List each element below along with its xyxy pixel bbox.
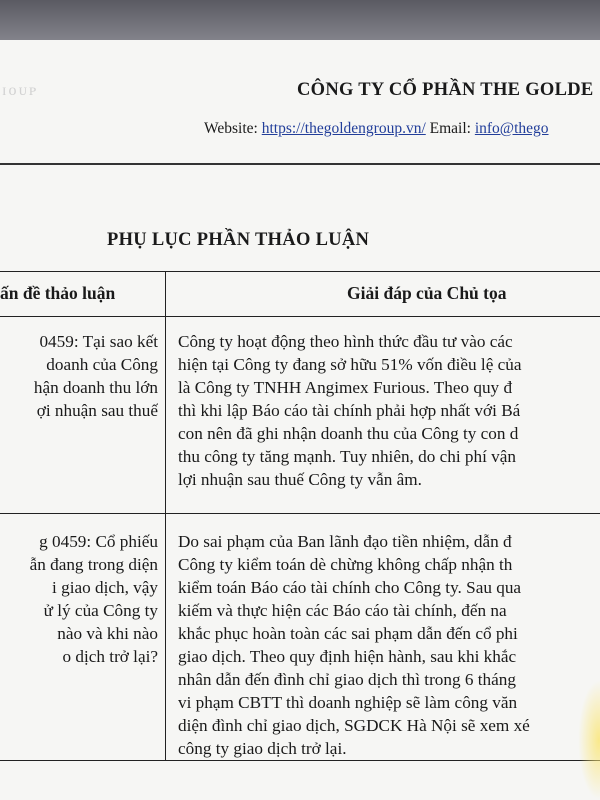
table-header-border (0, 316, 600, 317)
answer-line: vi phạm CBTT thì doanh nghiệp sẽ làm công văn (178, 693, 518, 712)
question-line: hận doanh thu lớn (33, 378, 158, 397)
question-line: ử lý của Công ty (43, 601, 158, 620)
appendix-title: PHỤ LỤC PHẦN THẢO LUẬN (107, 230, 370, 250)
table-top-border (0, 271, 600, 272)
answer-line: công ty giao dịch trở lại. (178, 739, 347, 758)
answer-line: hiện tại Công ty đang sở hữu 51% vốn điều lệ của (178, 355, 522, 374)
answer-line: diện đình chỉ giao dịch, SGDCK Hà Nội sẽ xem xé (178, 716, 530, 735)
question-line: doanh của Công (46, 355, 158, 374)
question-line: g 0459: Cổ phiếu (39, 532, 158, 551)
answer-line: là Công ty TNHH Angimex Furious. Theo quy đ (178, 378, 513, 397)
answer-line: giao dịch. Theo quy định hiện hành, sau khi khắc (178, 647, 517, 666)
answer-line: kiểm toán Báo cáo tài chính cho Công ty. Sau qua (178, 578, 522, 597)
contact-line (204, 120, 549, 138)
question-line: ợi nhuận sau thuế (36, 401, 158, 420)
email-label: Email: (425, 120, 475, 137)
answer-line: lợi nhuận sau thuế Công ty vẫn âm. (178, 470, 422, 489)
column-header-answer: Giải đáp của Chủ tọa (347, 283, 507, 303)
table-row-divider (0, 513, 600, 514)
answer-line: thu công ty tăng mạnh. Tuy nhiên, do chi phí vận (178, 447, 517, 466)
document-page (0, 40, 600, 800)
answer-line: Công ty hoạt động theo hình thức đầu tư vào các (178, 332, 513, 351)
answer-line: khắc phục hoàn toàn các sai phạm dẫn đến cổ phi (178, 624, 518, 643)
website-label: Website: (204, 120, 262, 137)
answer-line: nhân dẫn đến đình chỉ giao dịch thì trong 6 tháng (178, 670, 516, 689)
answer-line: Công ty kiểm toán dè chừng không chấp nhận th (178, 555, 513, 574)
answer-line: kiếm và thực hiện các Báo cáo tài chính, đến na (178, 601, 507, 620)
question-line: 0459: Tại sao kết (39, 332, 158, 351)
table-bottom-border (0, 760, 600, 761)
header-divider (0, 163, 600, 165)
website-link[interactable]: https://thegoldengroup.vn/ (261, 120, 426, 137)
table-column-divider (165, 271, 166, 760)
question-line: o dịch trở lại? (62, 647, 158, 666)
table-row-2-answer (178, 530, 600, 760)
email-link[interactable]: info@thego (474, 120, 549, 137)
question-line: i giao dịch, vậy (52, 578, 158, 597)
column-header-issue: ấn đề thảo luận (0, 283, 116, 303)
highlighter-mark (578, 680, 600, 800)
table-row-1-question (0, 330, 158, 422)
answer-line: con nên đã ghi nhận doanh thu của Công ty con d (178, 424, 519, 443)
question-line: nào và khi nào (57, 624, 158, 643)
table-row-1-answer (178, 330, 600, 491)
table-row-2-question (0, 530, 158, 668)
company-name: CÔNG TY CỔ PHẦN THE GOLDE (297, 80, 594, 100)
question-line: ẫn đang trong diện (29, 555, 158, 574)
answer-line: Do sai phạm của Ban lãnh đạo tiền nhiệm, dẫn đ (178, 532, 512, 551)
answer-line: thì khi lập Báo cáo tài chính phải hợp nhất với Bá (178, 401, 521, 420)
company-logo-faint: ɪᴏᴜᴘ (2, 82, 39, 99)
